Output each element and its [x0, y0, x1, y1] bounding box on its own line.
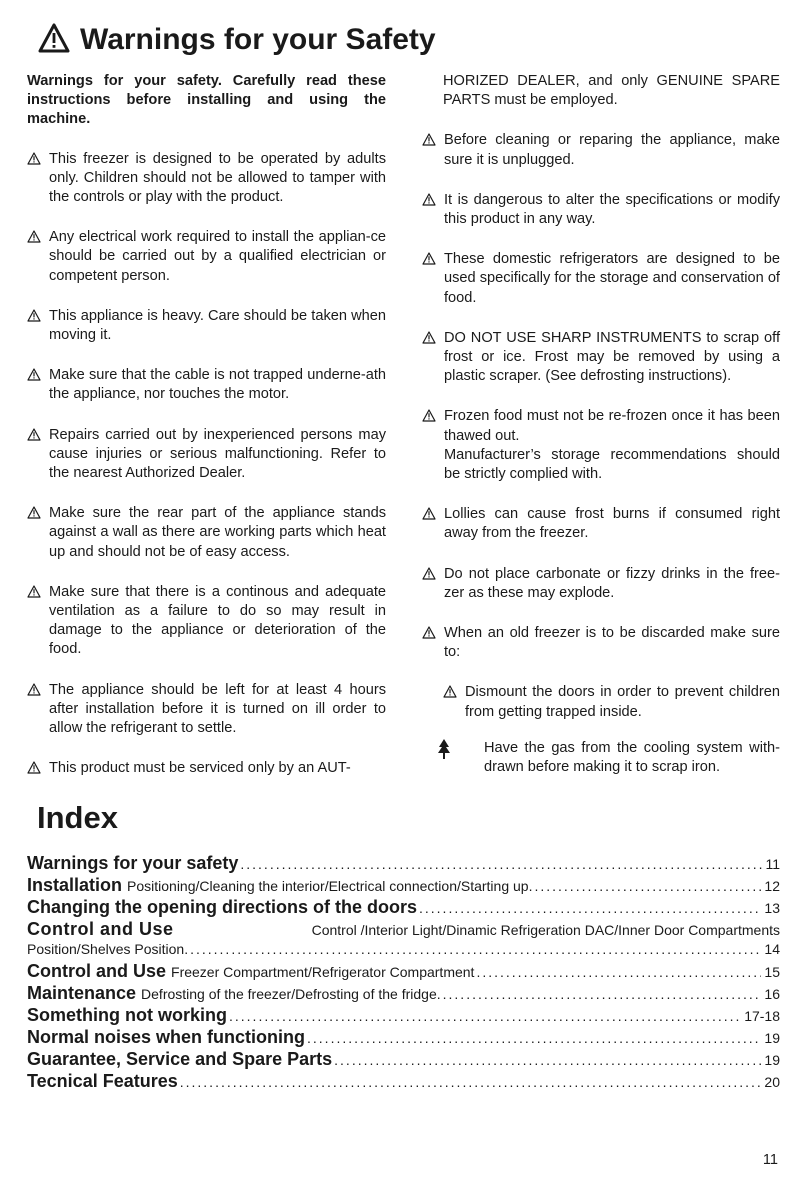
- warning-text: It is dangerous to alter the specifications or modify this product in any way.: [444, 191, 780, 228]
- warning-icon: [422, 133, 436, 152]
- warning-icon: [27, 368, 41, 387]
- warning-text: Have the gas from the cooling system with-drawn before making it to scrap iron.: [484, 739, 780, 776]
- warning-item: [27, 228, 386, 286]
- warning-icon: [27, 761, 41, 780]
- warning-icon: [422, 331, 436, 350]
- page-title-text: Warnings for your Safety: [80, 23, 436, 56]
- index-heading: Tecnical Features: [27, 1071, 178, 1091]
- warning-text: This appliance is heavy. Care should be taken when moving it.: [49, 307, 386, 344]
- warning-text: Before cleaning or reparing the appliance, make sure it is unplugged.: [444, 132, 780, 168]
- leader-dots: [443, 986, 762, 1002]
- warning-item: [422, 131, 780, 169]
- warning-text: Make sure the rear part of the appliance stands against a wall as there are working parts which heat up and should not be of easy access.: [49, 505, 386, 560]
- warning-icon: [422, 626, 436, 645]
- warning-text: These domestic refrigerators are designed to be used specifically for the storage and conservation of food.: [444, 251, 780, 306]
- warning-item: [27, 307, 386, 345]
- index-heading: Warnings for your safety: [27, 853, 239, 873]
- index-heading: Changing the opening directions of the doors: [27, 897, 417, 917]
- index-entry[interactable]: [27, 875, 780, 897]
- warning-item: [422, 329, 780, 387]
- warning-text: Dismount the doors in order to prevent children from getting trapped inside.: [465, 684, 780, 720]
- index-heading: Normal noises when functioning: [27, 1027, 306, 1047]
- index-entry[interactable]: [27, 961, 780, 983]
- warning-text: Any electrical work required to install the applian-ce should be carried out by a qualified electrician or competent person.: [49, 229, 386, 284]
- index-entry[interactable]: [27, 919, 780, 961]
- index-subtopics: Positioning/Cleaning the interior/Electrical connection/Starting up.: [127, 878, 533, 894]
- warning-item: [27, 366, 386, 404]
- page-title: [38, 20, 436, 64]
- index-page: 14: [764, 941, 780, 957]
- index-heading: Installation: [27, 875, 123, 895]
- warning-text: DO NOT USE SHARP INSTRUMENTS to scrap off frost or ice. Frost may be removed by using a plastic scraper. (See defrosting instructions).: [444, 329, 780, 385]
- warning-text: Do not place carbonate or fizzy drinks in the free-zer as these may explode.: [444, 565, 780, 601]
- index-list: [27, 853, 780, 1093]
- warning-text: Repairs carried out by inexperienced persons may cause injuries or serious malfunctioning. Refer to the nearest Authorized Dealer.: [49, 426, 386, 482]
- index-page: 16: [764, 986, 780, 1002]
- warning-text: Frozen food must not be re-frozen once it has been thawed out.: [444, 408, 780, 444]
- index-entry[interactable]: [27, 983, 780, 1005]
- index-heading: Control and Use: [27, 919, 174, 939]
- continuation-text: HORIZED DEALER, and only GENUINE SPARE PARTS must be employed.: [443, 73, 780, 109]
- warning-text: Make sure that the cable is not trapped underne-ath the appliance, nor touches the motor.: [49, 367, 386, 403]
- index-subtopics: Defrosting of the freezer/Defrosting of the fridge.: [141, 986, 441, 1002]
- warning-icon: [27, 585, 41, 604]
- index-entry[interactable]: [27, 1049, 780, 1071]
- warning-item: [422, 505, 780, 543]
- tree-icon: [437, 738, 451, 766]
- index-heading: Maintenance: [27, 983, 137, 1003]
- right-column: [422, 72, 780, 798]
- warning-icon: [422, 193, 436, 212]
- leader-dots: [476, 964, 761, 980]
- index-heading: Control and Use: [27, 961, 167, 981]
- warning-item: [27, 759, 386, 778]
- warning-item: [422, 407, 780, 484]
- index-heading: Something not working: [27, 1005, 227, 1025]
- warning-icon: [27, 309, 41, 328]
- leader-dots: [190, 941, 761, 957]
- index-entry[interactable]: [27, 897, 780, 919]
- warning-item: [443, 683, 780, 721]
- warning-item: [27, 504, 386, 562]
- warning-item: [27, 583, 386, 660]
- warning-item: [422, 624, 780, 662]
- index-title: Index: [37, 800, 118, 835]
- leader-dots: [334, 1052, 761, 1068]
- warning-text: Lollies can cause frost burns if consumed right away from the freezer.: [444, 506, 780, 542]
- warning-icon: [27, 683, 41, 702]
- index-page: 11: [765, 856, 780, 872]
- intro-paragraph: Warnings for your safety. Carefully read these instructions before installing and using the machine.: [27, 73, 386, 128]
- warning-item: [27, 150, 386, 208]
- warning-icon: [27, 152, 41, 171]
- index-page: 17-18: [744, 1008, 780, 1024]
- index-page: 13: [764, 900, 780, 916]
- warning-item: [422, 250, 780, 308]
- warning-note: Manufacturer’s storage recommendations should be strictly complied with.: [444, 446, 780, 483]
- leader-dots: [229, 1008, 741, 1024]
- index-heading: Guarantee, Service and Spare Parts: [27, 1049, 333, 1069]
- index-subtopics: Freezer Compartment/Refrigerator Compartment: [171, 964, 475, 980]
- warning-icon: [443, 685, 457, 704]
- warning-text: This product must be serviced only by an AUT-: [49, 760, 351, 777]
- index-page: 20: [764, 1074, 780, 1090]
- index-entry[interactable]: [27, 1071, 780, 1093]
- warning-item: [443, 739, 780, 777]
- leader-dots: [534, 878, 761, 894]
- index-entry[interactable]: [27, 1005, 780, 1027]
- left-column: [27, 72, 386, 799]
- leader-dots: [240, 856, 762, 872]
- warning-text: Make sure that there is a continous and adequate ventilation as a failure to do so may result in damage to the appliance or deterioration of the food.: [49, 583, 386, 658]
- warning-icon: [27, 428, 41, 447]
- warning-icon: [422, 409, 436, 428]
- warning-item: [422, 191, 780, 229]
- warning-item: [27, 681, 386, 739]
- warning-icon: [422, 567, 436, 586]
- warning-item: [422, 565, 780, 603]
- warning-icon: [38, 23, 70, 64]
- leader-dots: [307, 1030, 761, 1046]
- leader-dots: [419, 900, 761, 916]
- warning-text: This freezer is designed to be operated by adults only. Children should not be allowed to tamper with the controls or play with the product.: [49, 150, 386, 206]
- index-entry[interactable]: [27, 853, 780, 875]
- index-page: 15: [764, 964, 780, 980]
- warning-item: [27, 426, 386, 484]
- warning-text: When an old freezer is to be discarded make sure to:: [444, 625, 780, 661]
- warning-icon: [27, 230, 41, 249]
- warning-icon: [27, 506, 41, 525]
- index-page: 12: [764, 878, 780, 894]
- leader-dots: [180, 1074, 762, 1090]
- index-subtopics: Control /Interior Light/Dinamic Refrigeration DAC/Inner Door Compartments: [311, 922, 780, 938]
- warning-icon: [422, 252, 436, 271]
- index-entry[interactable]: [27, 1027, 780, 1049]
- index-subtopics-cont: Position/Shelves Position.: [27, 941, 189, 957]
- page-number: 11: [762, 1152, 778, 1168]
- index-page: 19: [764, 1030, 780, 1046]
- warning-text: The appliance should be left for at least 4 hours after installation before it is turned on ill order to allow the refrigerant to settle.: [49, 681, 386, 737]
- index-page: 19: [764, 1052, 780, 1068]
- warning-icon: [422, 507, 436, 526]
